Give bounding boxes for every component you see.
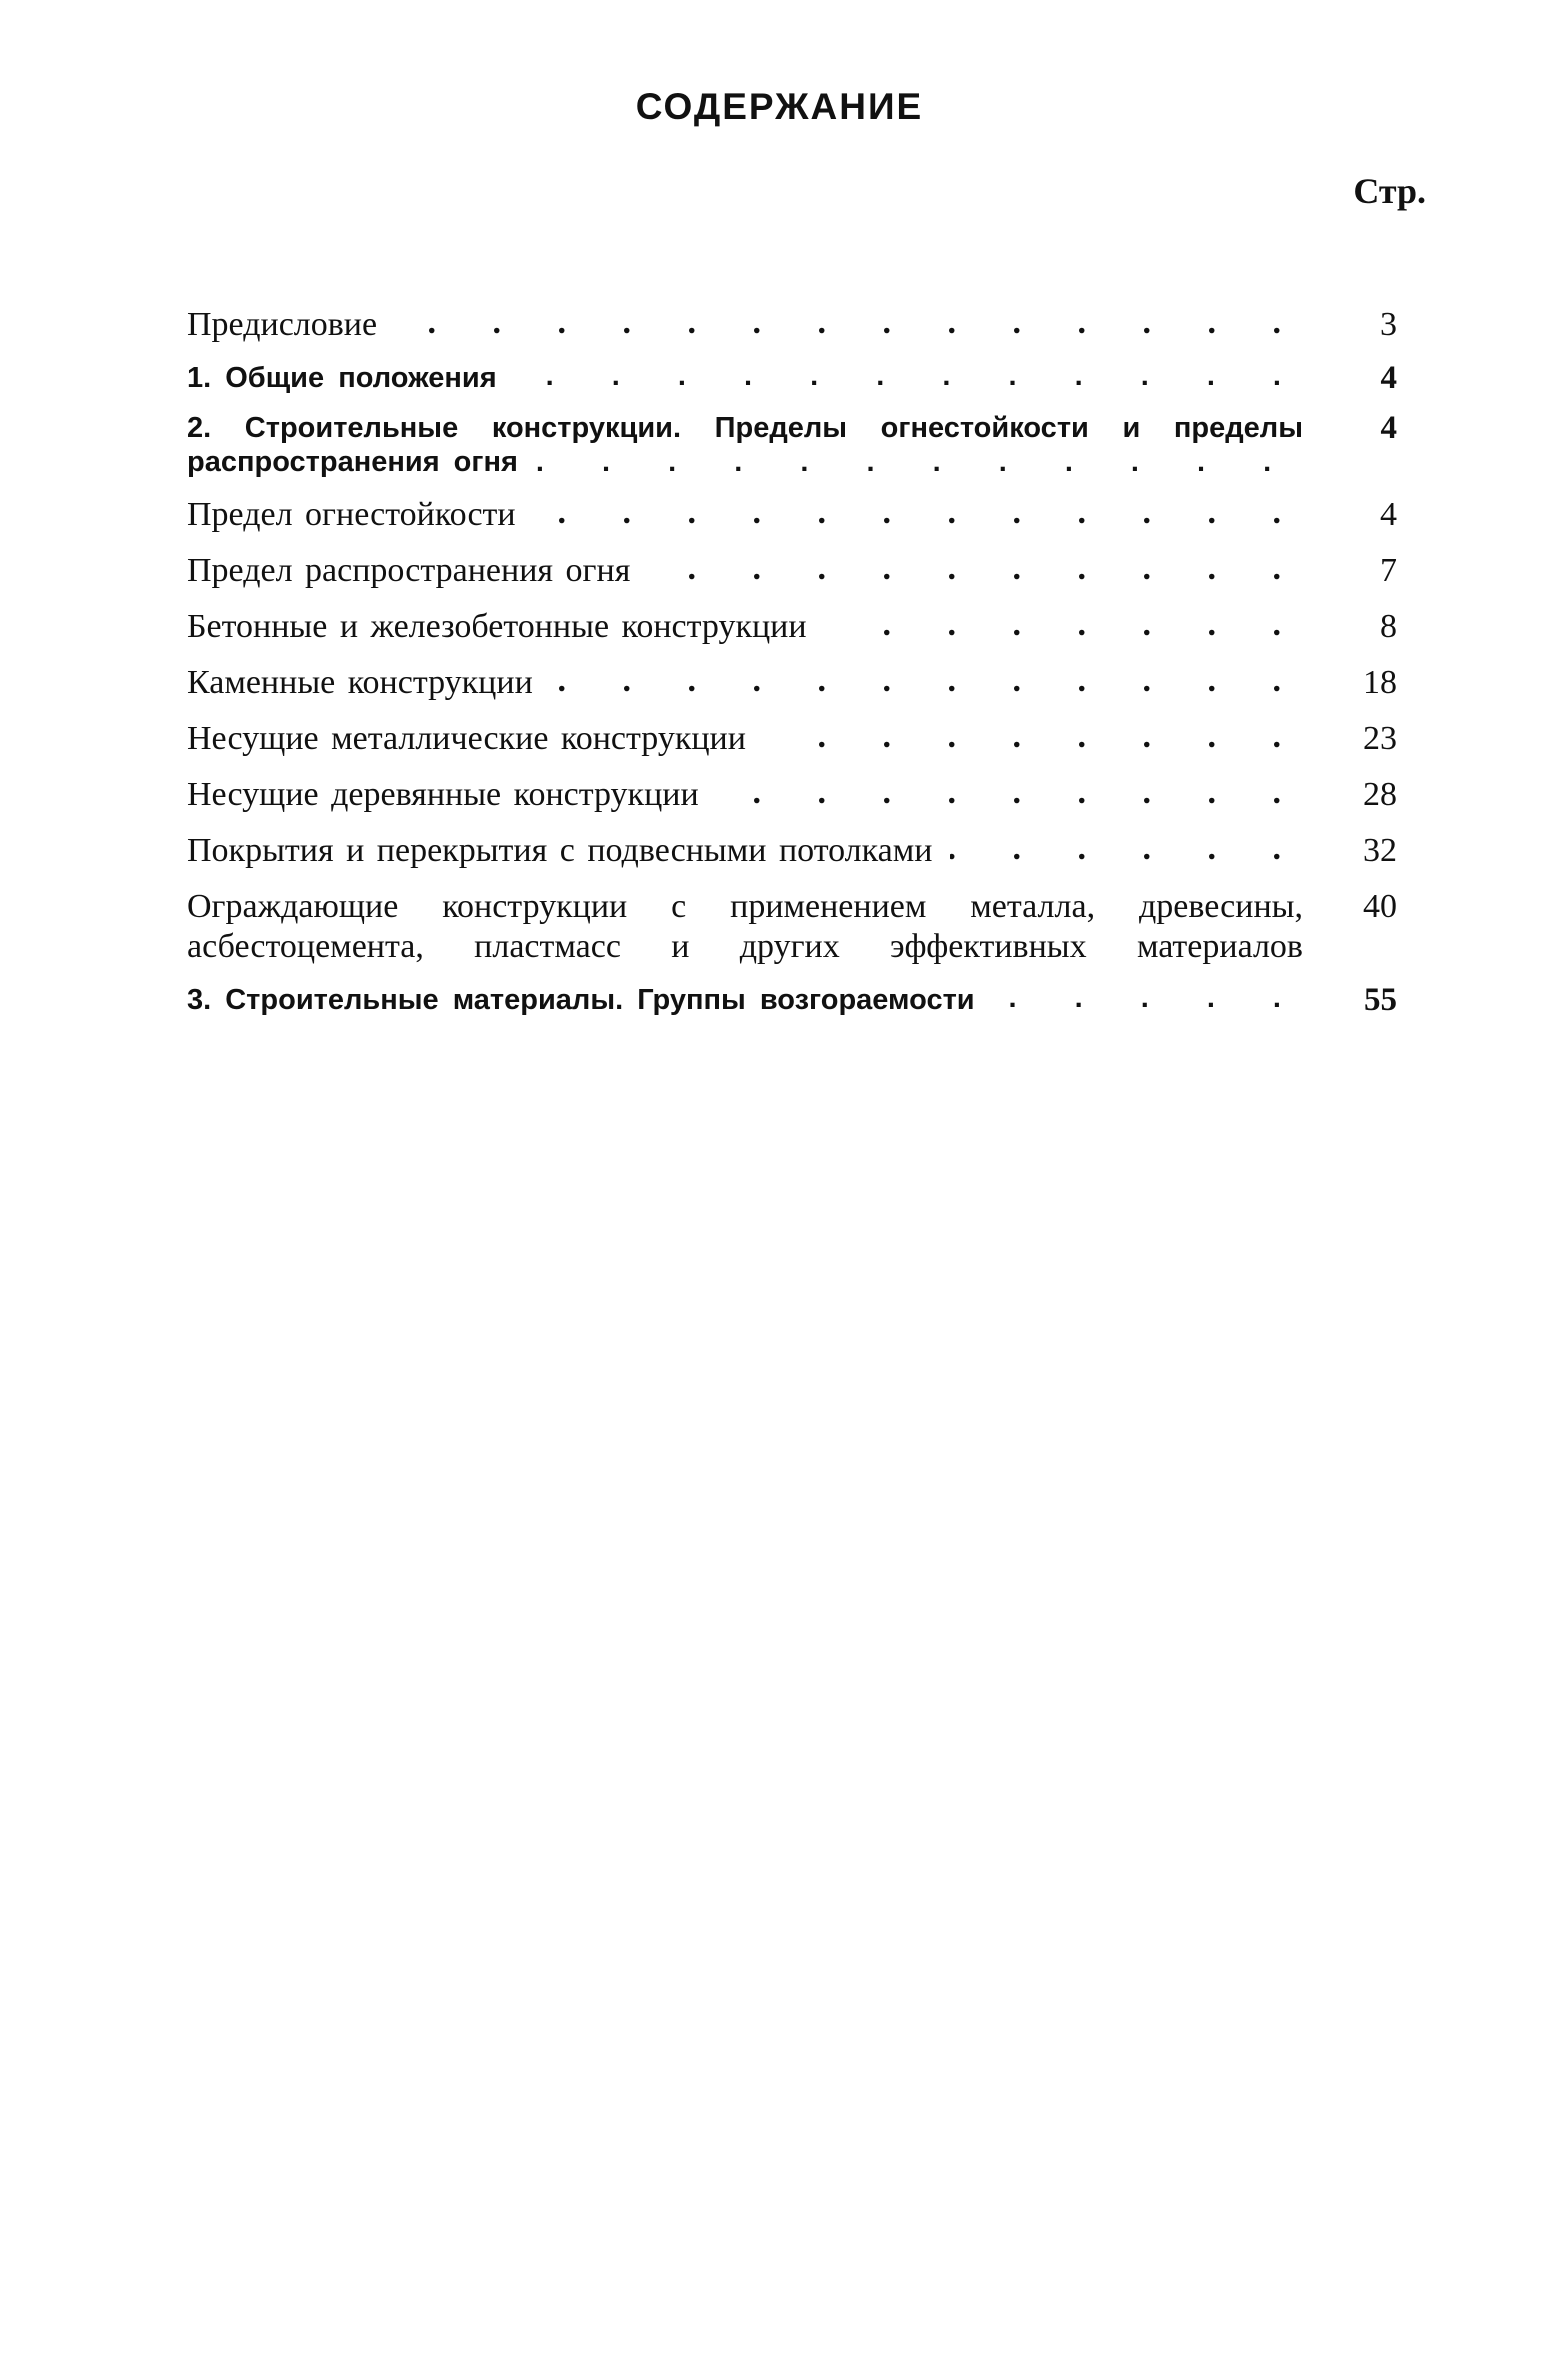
toc-entry-title-line: асбестоцемента, пластмасс и других эффективных материалов (187, 928, 1303, 965)
toc-entry-title: Предисловие (187, 306, 395, 343)
toc-entry-page: 40 (1363, 888, 1397, 925)
dot-leader: . . . . . . . . . . . . (535, 446, 1294, 478)
toc-entry-title: Бетонные и железобетонные конструкции (187, 608, 825, 645)
toc-entry-page: 28 (1363, 776, 1397, 813)
table-of-contents (187, 305, 1397, 1033)
toc-entry-metal-structures (187, 719, 1397, 759)
toc-entry-title: 3. Строительные материалы. Группы возгораемости (187, 984, 993, 1016)
toc-entry-section-1 (187, 361, 1397, 395)
toc-entry-title: Несущие деревянные конструкции (187, 776, 717, 813)
toc-entry-title-line: 2. Строительные конструкции. Пределы огнестойкости и пределы (187, 412, 1303, 444)
page-title: СОДЕРЖАНИЕ (635, 86, 924, 127)
toc-entry-title: Предел огнестойкости (187, 496, 534, 533)
toc-entry-fire-spread-limit (187, 551, 1397, 591)
toc-entry-concrete-structures (187, 607, 1397, 647)
toc-entry-page: 55 (1364, 982, 1397, 1018)
toc-entry-title: 1. Общие положения (187, 362, 515, 394)
toc-entry-title: Предел распространения огня (187, 552, 648, 589)
toc-entry-section-3 (187, 983, 1397, 1017)
toc-entry-page: 7 (1380, 552, 1397, 589)
toc-entry-title: Покрытия и перекрытия с подвесными потолками (187, 832, 950, 869)
toc-entry-title: Несущие металлические конструкции (187, 720, 764, 757)
toc-entry-fire-resistance-limit (187, 495, 1397, 535)
toc-entry-page: 3 (1380, 306, 1397, 343)
toc-entry-title-line: распространения огня (187, 446, 518, 478)
toc-entry-wooden-structures (187, 775, 1397, 815)
toc-entry-page: 23 (1363, 720, 1397, 757)
toc-entry-page: 32 (1363, 832, 1397, 869)
toc-entry-title-line: Ограждающие конструкции с применением металла, древесины, (187, 888, 1303, 925)
toc-entry-page: 8 (1380, 608, 1397, 645)
toc-entry-page: 4 (1380, 496, 1397, 533)
toc-entry-title: Каменные конструкции (187, 664, 551, 701)
toc-entry-enclosing-structures (187, 887, 1397, 967)
toc-entry-page: 4 (1380, 410, 1397, 446)
toc-entry-suspended-ceilings (187, 831, 1397, 871)
toc-entry-page: 18 (1363, 664, 1397, 701)
toc-entry-preface (187, 305, 1397, 345)
toc-entry-masonry-structures (187, 663, 1397, 703)
toc-entry-page: 4 (1380, 360, 1397, 396)
page-number-column-header: Стр. (1353, 171, 1426, 211)
toc-entry-section-2 (187, 411, 1397, 479)
